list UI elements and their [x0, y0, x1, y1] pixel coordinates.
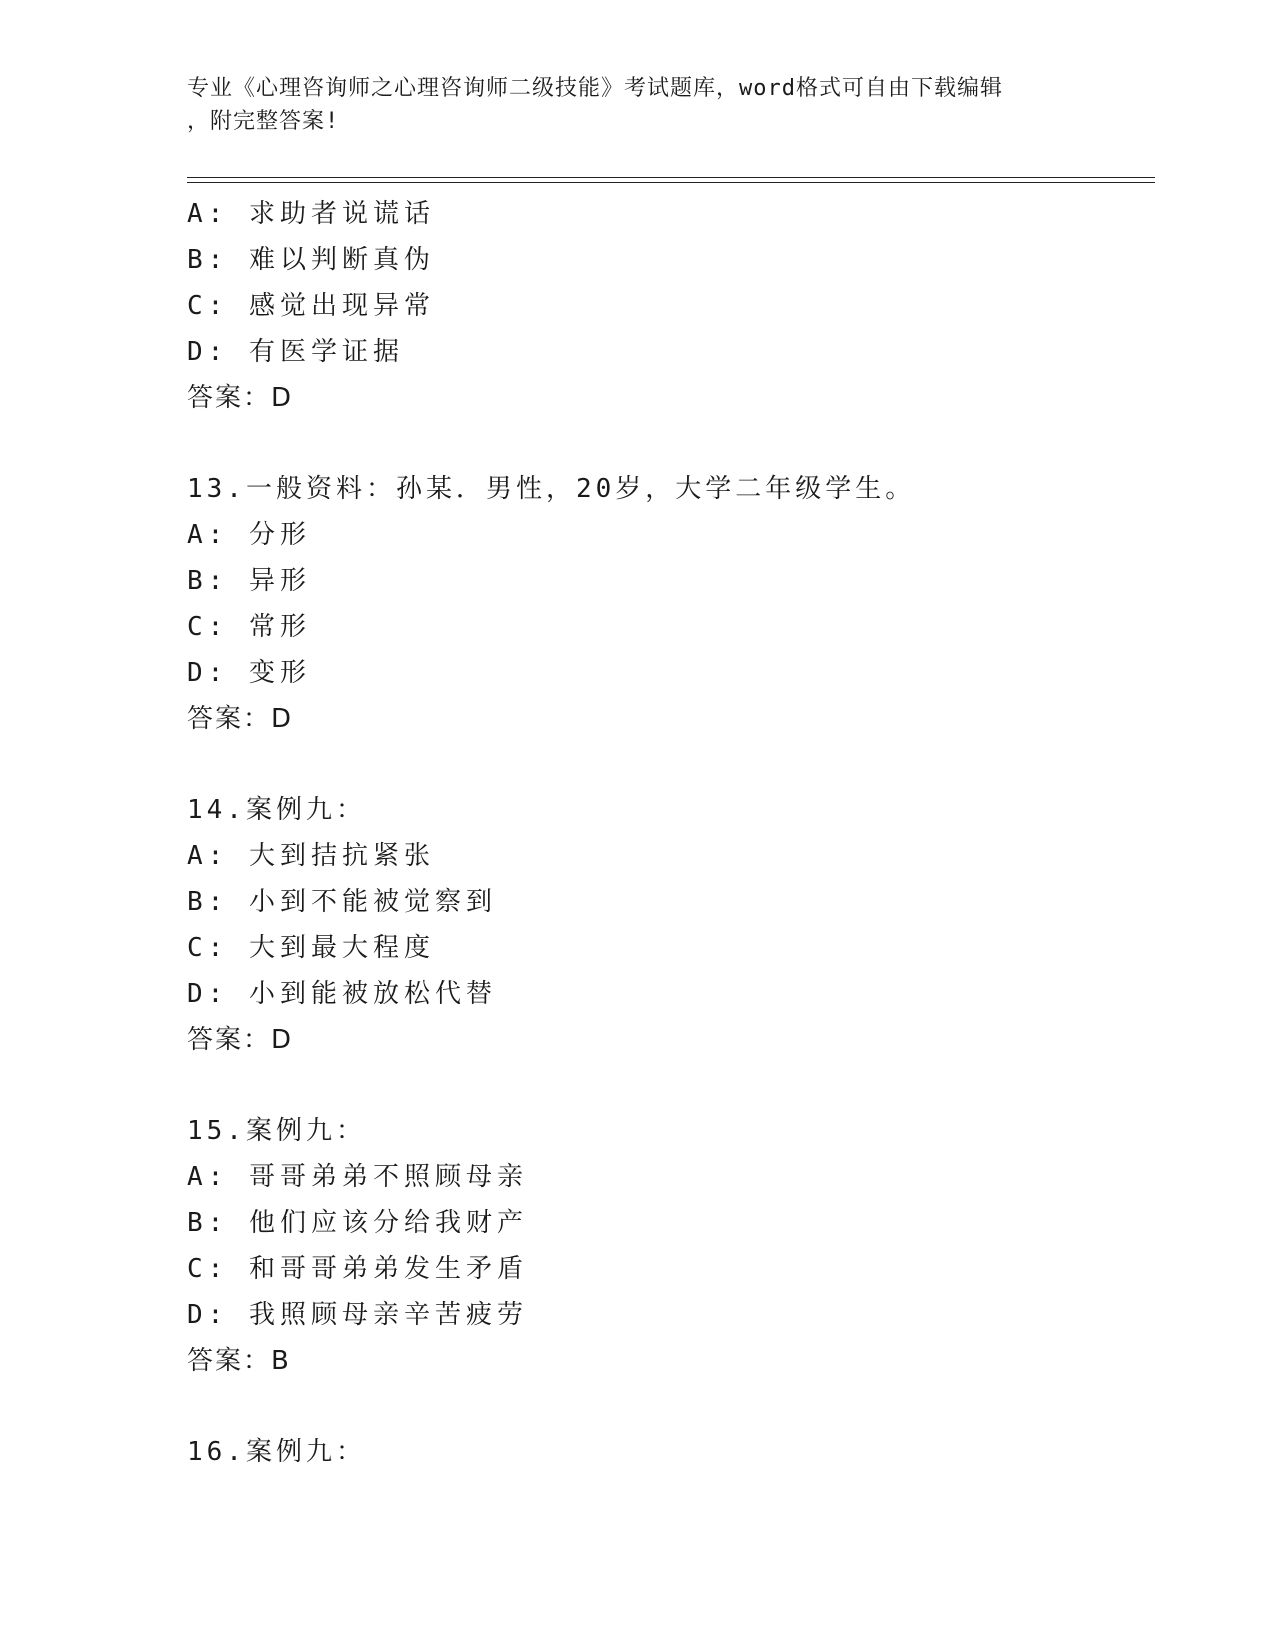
answer-line: 答案：D — [187, 383, 294, 413]
question-text: 13.一般资料：孙某．男性，20岁，大学二年级学生。 — [187, 474, 916, 504]
option-a: A: 分形 — [187, 520, 311, 550]
option-c: C: 和哥哥弟弟发生矛盾 — [187, 1254, 528, 1284]
question-text: 16.案例九： — [187, 1437, 366, 1467]
option-b: B: 小到不能被觉察到 — [187, 887, 497, 917]
header-divider-top — [187, 177, 1155, 178]
question-block-16 — [187, 1429, 1137, 1475]
option-a: A: 大到拮抗紧张 — [187, 841, 435, 871]
option-d: D: 小到能被放松代替 — [187, 979, 497, 1009]
option-d: D: 有医学证据 — [187, 337, 404, 367]
question-block-15 — [187, 1108, 1137, 1384]
option-c: C: 大到最大程度 — [187, 933, 435, 963]
option-b: B: 难以判断真伪 — [187, 245, 435, 275]
header-title-line-2: ，附完整答案! — [187, 109, 340, 134]
question-block-14 — [187, 787, 1137, 1063]
option-d: D: 我照顾母亲辛苦疲劳 — [187, 1300, 528, 1330]
option-c: C: 感觉出现异常 — [187, 291, 435, 321]
question-list — [187, 191, 1137, 1475]
header-title-line-1: 专业《心理咨询师之心理咨询师二级技能》考试题库，word格式可自由下载编辑 — [187, 76, 1003, 101]
answer-line: 答案：D — [187, 704, 294, 734]
question-block-13 — [187, 466, 1137, 742]
option-a: A: 哥哥弟弟不照顾母亲 — [187, 1162, 528, 1192]
option-d: D: 变形 — [187, 658, 311, 688]
header-divider-bottom — [187, 182, 1155, 183]
option-a: A: 求助者说谎话 — [187, 199, 435, 229]
answer-line: 答案：D — [187, 1025, 294, 1055]
option-b: B: 异形 — [187, 566, 311, 596]
document-header — [187, 72, 1087, 138]
option-b: B: 他们应该分给我财产 — [187, 1208, 528, 1238]
question-text: 15.案例九： — [187, 1116, 366, 1146]
question-text: 14.案例九： — [187, 795, 366, 825]
answer-line: 答案：B — [187, 1346, 291, 1376]
question-block-12 — [187, 191, 1137, 421]
option-c: C: 常形 — [187, 612, 311, 642]
